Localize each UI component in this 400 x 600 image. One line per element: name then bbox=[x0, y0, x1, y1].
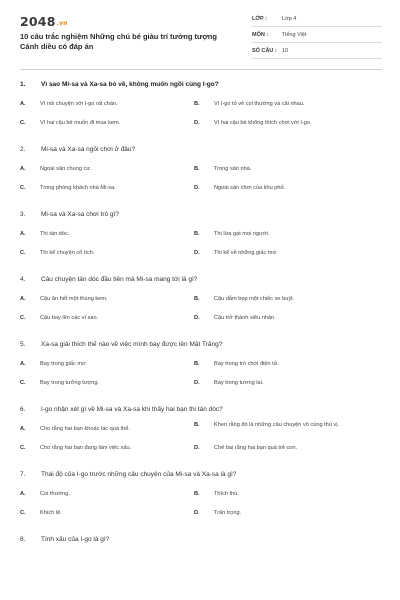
question-4 bbox=[20, 275, 382, 333]
option-letter: A. bbox=[20, 491, 26, 497]
option-text: Cậu trở thành siêu nhân. bbox=[214, 315, 276, 321]
question-text bbox=[20, 405, 382, 416]
question-number: 6. bbox=[20, 406, 26, 413]
option-letter: A. bbox=[20, 296, 26, 302]
question-text bbox=[20, 275, 382, 286]
option-letter: C. bbox=[20, 510, 26, 516]
question-prompt: Vì sao Mi-sa và Xa-sa bỏ về, không muốn ngồi cùng I-go? bbox=[41, 81, 219, 88]
answer-options bbox=[20, 230, 382, 268]
question-prompt: I-go nhận xét gì về Mi-sa và Xa-sa khi thấy hai bạn thi tán dóc? bbox=[41, 406, 223, 413]
option-b[interactable] bbox=[194, 421, 366, 433]
answer-options bbox=[20, 360, 382, 398]
option-text: Thi lừa gạt mọi người. bbox=[214, 231, 270, 237]
option-letter: D. bbox=[194, 250, 200, 256]
meta-value: 10 bbox=[282, 48, 289, 54]
option-text: Chê bai rằng hai bạn quá trẻ con. bbox=[214, 445, 298, 451]
option-text: Vì nói chuyện với I-go rất chán. bbox=[40, 101, 118, 107]
question-7 bbox=[20, 470, 382, 528]
answer-options bbox=[20, 165, 382, 203]
question-prompt: Xa-sa giải thích thế nào về việc mình bay được lên Mặt Trăng? bbox=[41, 341, 223, 348]
option-letter: B. bbox=[194, 491, 200, 497]
question-1 bbox=[20, 80, 382, 138]
question-text bbox=[20, 470, 382, 481]
option-letter: C. bbox=[20, 445, 26, 451]
question-5 bbox=[20, 340, 382, 398]
question-number: 4. bbox=[20, 276, 26, 283]
option-a[interactable] bbox=[20, 490, 192, 498]
option-b[interactable] bbox=[194, 165, 366, 173]
option-c[interactable] bbox=[20, 119, 192, 127]
option-letter: A. bbox=[20, 361, 26, 367]
option-a[interactable] bbox=[20, 165, 192, 173]
option-b[interactable] bbox=[194, 295, 366, 303]
question-text bbox=[20, 210, 382, 221]
option-text: Cậu ăn hết một thùng kem. bbox=[40, 296, 108, 302]
answer-options bbox=[20, 490, 382, 528]
option-text: Thi kể chuyện cổ tích. bbox=[40, 250, 95, 256]
option-c[interactable] bbox=[20, 444, 192, 452]
option-text: Thích thú. bbox=[214, 491, 239, 497]
option-letter: B. bbox=[194, 296, 200, 302]
question-text bbox=[20, 535, 382, 546]
option-text: Cậu dẫm bẹp một chiếc xe buýt. bbox=[214, 296, 295, 302]
option-d[interactable] bbox=[194, 509, 366, 517]
question-number: 1. bbox=[20, 81, 26, 88]
option-d[interactable] bbox=[194, 444, 366, 452]
option-letter: C. bbox=[20, 250, 26, 256]
option-text: Vì hai cậu bé muốn đi mua kem. bbox=[40, 120, 121, 126]
answer-options bbox=[20, 100, 382, 138]
option-c[interactable] bbox=[20, 249, 192, 257]
option-a[interactable] bbox=[20, 230, 192, 238]
question-list bbox=[20, 80, 382, 553]
option-letter: D. bbox=[194, 445, 200, 451]
option-text: Thi kể về những giấc mơ. bbox=[214, 250, 278, 256]
meta-label: LỚP : bbox=[252, 16, 267, 22]
meta-label: SỐ CÂU : bbox=[252, 48, 277, 54]
document-title: 10 câu trắc nghiệm Những chú bé giàu trí tưởng tượng Cánh diều có đáp án bbox=[20, 32, 217, 51]
document-header bbox=[0, 0, 400, 62]
option-letter: B. bbox=[194, 166, 200, 172]
option-b[interactable] bbox=[194, 230, 366, 238]
option-letter: A. bbox=[20, 166, 26, 172]
option-c[interactable] bbox=[20, 379, 192, 387]
meta-grade bbox=[252, 13, 382, 27]
question-number: 2. bbox=[20, 146, 26, 153]
meta-question-count bbox=[252, 45, 382, 59]
option-d[interactable] bbox=[194, 184, 366, 192]
option-text: Cho rằng hai bạn đang làm việc xấu. bbox=[40, 445, 132, 451]
option-b[interactable] bbox=[194, 360, 366, 368]
option-text: Vì hai cậu bé không thích chơi với I-go. bbox=[214, 120, 312, 126]
option-c[interactable] bbox=[20, 509, 192, 517]
option-text: Bay trong tương lai. bbox=[214, 380, 264, 386]
logo-text: 2048 bbox=[20, 14, 56, 29]
option-text: Trong sân nhà. bbox=[214, 166, 252, 172]
option-d[interactable] bbox=[194, 314, 366, 322]
question-text bbox=[20, 80, 382, 91]
question-number: 5. bbox=[20, 341, 26, 348]
option-letter: B. bbox=[194, 361, 200, 367]
option-letter: B. bbox=[194, 231, 200, 237]
option-d[interactable] bbox=[194, 379, 366, 387]
question-prompt: Mi-sa và Xa-sa ngồi chơi ở đâu? bbox=[41, 146, 136, 153]
option-d[interactable] bbox=[194, 249, 366, 257]
logo-suffix: .vn bbox=[56, 20, 68, 27]
question-text bbox=[20, 145, 382, 156]
option-letter: C. bbox=[20, 120, 26, 126]
option-a[interactable] bbox=[20, 100, 192, 108]
option-text: Thi tán dóc. bbox=[40, 231, 70, 237]
question-6 bbox=[20, 405, 382, 463]
option-text: Bay trong trò chơi điện tử. bbox=[214, 361, 279, 367]
answer-options bbox=[20, 295, 382, 333]
option-c[interactable] bbox=[20, 184, 192, 192]
option-c[interactable] bbox=[20, 314, 192, 322]
option-d[interactable] bbox=[194, 119, 366, 127]
question-number: 7. bbox=[20, 471, 26, 478]
meta-value: Tiếng Việt bbox=[282, 32, 307, 38]
question-prompt: Câu chuyện tán dóc đầu tiên mà Mi-sa mang tới là gì? bbox=[41, 276, 198, 283]
option-letter: B. bbox=[194, 422, 200, 428]
meta-value: Lớp 4 bbox=[282, 16, 297, 22]
option-letter: D. bbox=[194, 510, 200, 516]
option-text: Coi thường. bbox=[40, 491, 70, 497]
option-letter: D. bbox=[194, 120, 200, 126]
option-text: Bay trong giấc mơ. bbox=[40, 361, 88, 367]
option-text: Ngoài sân chung cư. bbox=[40, 166, 92, 172]
option-a[interactable] bbox=[20, 360, 192, 368]
option-text: Cho rằng hai bạn khoác lác quá thể. bbox=[40, 426, 130, 432]
meta-label: MÔN : bbox=[252, 32, 269, 38]
option-letter: C. bbox=[20, 380, 26, 386]
document-meta bbox=[252, 13, 382, 61]
option-letter: A. bbox=[20, 101, 26, 107]
option-text: Trong phòng khách nhà Mi-sa. bbox=[40, 185, 116, 191]
option-text: Vì I-go tỏ vẻ coi thường và cãi nhau. bbox=[214, 101, 305, 107]
site-logo[interactable] bbox=[20, 14, 68, 29]
question-2 bbox=[20, 145, 382, 203]
option-a[interactable] bbox=[20, 295, 192, 303]
option-letter: D. bbox=[194, 315, 200, 321]
option-text: Bay trong tưởng tượng. bbox=[40, 380, 99, 386]
option-text: Khen rằng đó là những câu chuyện vô cùng thú vị. bbox=[214, 422, 340, 428]
question-3 bbox=[20, 210, 382, 268]
question-number: 8. bbox=[20, 536, 26, 543]
option-letter: A. bbox=[20, 426, 26, 432]
meta-subject bbox=[252, 29, 382, 43]
answer-options bbox=[20, 422, 382, 463]
option-letter: C. bbox=[20, 185, 26, 191]
option-b[interactable] bbox=[194, 100, 366, 108]
question-8 bbox=[20, 535, 382, 546]
option-b[interactable] bbox=[194, 490, 366, 498]
question-prompt: Thái độ của I-go trước những câu chuyện của Mi-sa và Xa-sa là gì? bbox=[41, 471, 237, 478]
header-divider bbox=[20, 69, 382, 70]
option-text: Ngoài sân chơi của khu phố. bbox=[214, 185, 286, 191]
option-letter: A. bbox=[20, 231, 26, 237]
question-number: 3. bbox=[20, 211, 26, 218]
question-text bbox=[20, 340, 382, 351]
question-prompt: Tính xấu của I-go là gì? bbox=[41, 536, 110, 543]
option-a[interactable] bbox=[20, 425, 192, 433]
option-text: Cậu bay lên các vì sao. bbox=[40, 315, 99, 321]
option-text: Khích lệ. bbox=[40, 510, 62, 516]
option-text: Trân trọng. bbox=[214, 510, 242, 516]
option-letter: C. bbox=[20, 315, 26, 321]
option-letter: B. bbox=[194, 101, 200, 107]
question-prompt: Mi-sa và Xa-sa chơi trò gì? bbox=[41, 211, 119, 218]
option-letter: D. bbox=[194, 380, 200, 386]
option-letter: D. bbox=[194, 185, 200, 191]
